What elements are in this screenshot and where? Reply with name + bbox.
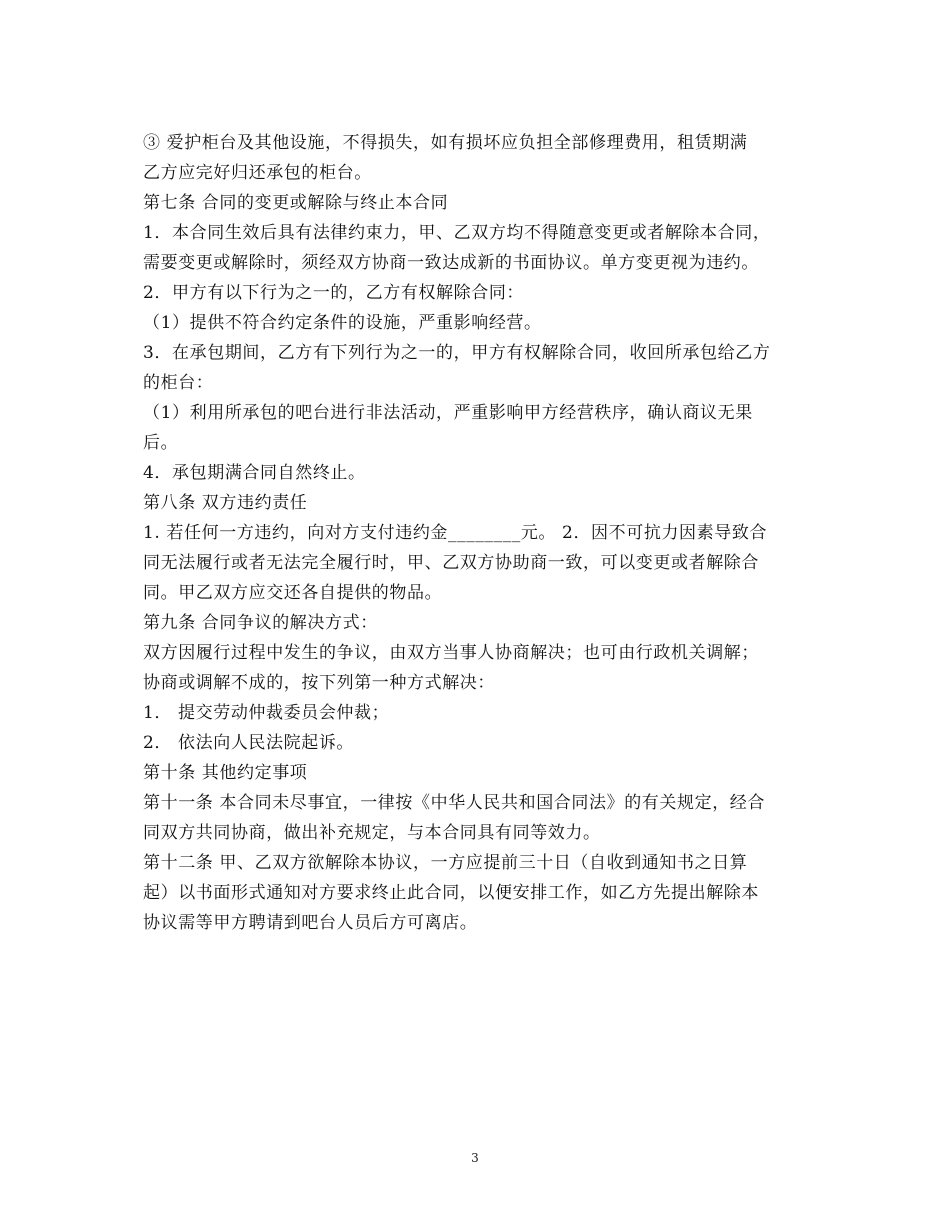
text-line: 的柜台： xyxy=(143,373,214,393)
page-number: 3 xyxy=(471,1151,479,1165)
text-line: 1. 若任何一方违约，向对方支付违约金________元。 2．因不可抗力因素导致合 xyxy=(143,523,768,543)
section-heading: 第八条 双方违约责任 xyxy=(143,493,308,513)
text-line: 协议需等甲方聘请到吧台人员后方可离店。 xyxy=(143,913,478,933)
text-line: 乙方应完好归还承包的柜台。 xyxy=(143,163,372,183)
text-line: 协商或调解不成的，按下列第一种方式解决： xyxy=(143,673,495,693)
text-line: （1）利用所承包的吧台进行非法活动，严重影响甲方经营秩序，确认商议无果 xyxy=(143,403,753,423)
section-heading: 第十条 其他约定事项 xyxy=(143,763,308,783)
text-line: 3．在承包期间，乙方有下列行为之一的，甲方有权解除合同，收回所承包给乙方 xyxy=(143,343,771,363)
text-line: 第十二条 甲、乙双方欲解除本协议，一方应提前三十日（自收到通知书之日算 xyxy=(143,853,748,873)
text-line: 同双方共同协商，做出补充规定，与本合同具有同等效力。 xyxy=(143,823,601,843)
text-line: 2．甲方有以下行为之一的，乙方有权解除合同： xyxy=(143,283,525,303)
section-heading: 第七条 合同的变更或解除与终止本合同 xyxy=(143,193,449,213)
document-body xyxy=(143,128,813,938)
list-item: 2． 依法向人民法院起诉。 xyxy=(143,733,355,753)
section-heading: 第九条 合同争议的解决方式： xyxy=(143,613,378,633)
text-line: 需要变更或解除时，须经双方协商一致达成新的书面协议。单方变更视为违约。 xyxy=(143,253,759,273)
text-line: 双方因履行过程中发生的争议，由双方当事人协商解决；也可由行政机关调解； xyxy=(143,643,759,663)
text-line: ③ 爱护柜台及其他设施，不得损失，如有损坏应负担全部修理费用，租赁期满 xyxy=(143,133,748,153)
text-line: 第十一条 本合同未尽事宜，一律按《中华人民共和国合同法》的有关规定，经合 xyxy=(143,793,766,813)
list-item: 1． 提交劳动仲裁委员会仲裁； xyxy=(143,703,390,723)
text-line: 1．本合同生效后具有法律约束力，甲、乙双方均不得随意变更或者解除本合同， xyxy=(143,223,771,243)
text-line: 同。甲乙双方应交还各自提供的物品。 xyxy=(143,583,443,603)
text-line: 起）以书面形式通知对方要求终止此合同，以便安排工作，如乙方先提出解除本 xyxy=(143,883,759,903)
text-line: 后。 xyxy=(143,433,179,453)
text-line: 同无法履行或者无法完全履行时，甲、乙双方协助商一致，可以变更或者解除合 xyxy=(143,553,759,573)
text-line: （1）提供不符合约定条件的设施，严重影响经营。 xyxy=(143,313,542,333)
text-line: 4．承包期满合同自然终止。 xyxy=(143,463,366,483)
